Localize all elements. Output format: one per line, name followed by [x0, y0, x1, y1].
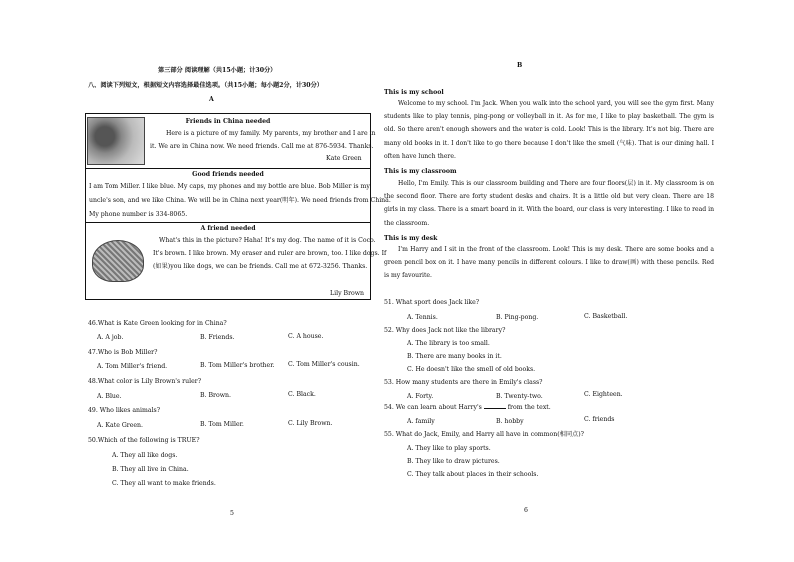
option: C. Eighteen.	[584, 391, 623, 398]
option: A. They all like dogs.	[112, 452, 178, 459]
right-page	[384, 0, 714, 562]
option: A. A job.	[97, 334, 124, 341]
option: C. He doesn't like the smell of old books.	[407, 366, 536, 373]
question-53: 53. How many students are there in Emily's class?	[384, 379, 543, 386]
option: A. Forty.	[407, 393, 434, 400]
box1-line: it. We are in China now. We need friends. Call me at 876-5934. Thanks.	[150, 143, 374, 150]
question-55: 55. What do Jack, Emily, and Harry all have in common(相同点)?	[384, 431, 584, 438]
passage-b-letter: B	[517, 62, 523, 69]
box2-line: uncle's son, and we like China. We will be in China next year(明年). We need friends from China.	[89, 197, 391, 204]
passage-a-letter: A	[209, 96, 214, 103]
box3-line: What's this in the picture? Haha! It's my dog. The name of it is Coco.	[159, 237, 376, 244]
option: A. Blue.	[97, 393, 122, 400]
option: C. They talk about places in their schools.	[407, 471, 539, 478]
option: B. Tom Miller's brother.	[200, 362, 275, 369]
option: B. They all live in China.	[112, 466, 189, 473]
heading-classroom: This is my classroom	[384, 168, 457, 175]
box1-sign: Kate Green	[326, 155, 362, 162]
box3-line: (如果)you like dogs, we can be friends. Call me at 672-3256. Thanks.	[153, 263, 368, 270]
heading-school: This is my school	[384, 89, 444, 96]
option: B. Friends.	[200, 334, 235, 341]
heading-desk: This is my desk	[384, 235, 438, 242]
question-46: 46.What is Kate Green looking for in China?	[88, 320, 227, 327]
question-54	[384, 404, 551, 412]
box2-line: I am Tom Miller. I like blue. My caps, my phones and my bottle are blue. Bob Miller is my	[89, 183, 370, 190]
option: C. Basketball.	[584, 313, 628, 320]
option: A. The library is too small.	[407, 340, 490, 347]
box2-title: Good friends needed	[192, 171, 264, 178]
box3-line: It's brown. I like brown. My eraser and ruler are brown, too. I like dogs. If	[153, 250, 387, 257]
option: A. Kate Green.	[97, 422, 144, 429]
option: B. They like to draw pictures.	[407, 458, 500, 465]
box3-title: A friend needed	[200, 225, 256, 232]
paragraph-classroom: Hello, I'm Emily. This is our classroom building and There are four floors(层) in it. My classroom is on the second floor. There are forty student desks and chairs. It is a little old but very clean. There are 18 girls in my class. There is a smart board in it. With the board, our class is very interesting. I like to read in the classroom.	[384, 180, 714, 227]
answer-blank	[484, 404, 506, 409]
page-number: 6	[524, 507, 528, 514]
option: B. There are many books in it.	[407, 353, 502, 360]
option: A. Tom Miller's friend.	[97, 363, 168, 370]
option: B. Brown.	[200, 392, 231, 399]
instruction: 八、阅读下列短文，根据短文内容选择最佳选项。（共15小题；每小题2分，计30分）	[88, 82, 323, 89]
option: A. Tennis.	[407, 314, 438, 321]
question-52: 52. Why does Jack not like the library?	[384, 327, 506, 334]
question-54-text: 54. We can learn about Harry's	[384, 404, 482, 411]
option: C. Tom Miller's cousin.	[288, 361, 360, 368]
question-54-text-end: from the text.	[507, 404, 551, 411]
option: A. They like to play sports.	[407, 445, 491, 452]
option: C. They all want to make friends.	[112, 480, 216, 487]
paragraph-desk: I'm Harry and I sit in the front of the classroom. Look! This is my desk. There are some books and a green pencil box on it. I have many pencils in different colours. I like to draw(画) with these pencils. Red is my favourite.	[384, 246, 714, 280]
section-title: 第三部分 阅读理解（共15小题；计30分）	[158, 67, 277, 74]
option: B. hobby	[496, 418, 524, 425]
page-number: 5	[230, 510, 234, 517]
divider	[85, 222, 371, 223]
option: A. family	[407, 418, 435, 425]
paragraph-school: Welcome to my school. I'm Jack. When you walk into the school yard, you will see the gym first. Many students like to play tennis, ping-pong or volleyball in it. As for me, I like to play basketball. The gym is old. So there aren't enough showers and the water is cold. Look! This is the library. It's not big. There are many old books in it. I don't like to go there because I don't like the smell (气味). That is our dining hall. I often have lunch there.	[384, 100, 714, 160]
option: C. Black.	[288, 391, 316, 398]
option: B. Twenty-two.	[496, 393, 543, 400]
option: B. Ping-pong.	[496, 314, 539, 321]
box1-line: Here is a picture of my family. My parents, my brother and I are in	[166, 130, 376, 137]
left-page	[80, 0, 391, 562]
dog-picture	[92, 240, 144, 282]
option: C. A house.	[288, 333, 324, 340]
question-49: 49. Who likes animals?	[88, 407, 161, 414]
question-47: 47.Who is Bob Miller?	[88, 349, 158, 356]
option: C. Lily Brown.	[288, 420, 333, 427]
box3-sign: Lily Brown	[330, 290, 365, 297]
question-51: 51. What sport does Jack like?	[384, 299, 480, 306]
divider	[85, 168, 371, 169]
option: C. friends	[584, 416, 615, 423]
box2-line: My phone number is 334-8065.	[89, 211, 188, 218]
question-50: 50.Which of the following is TRUE?	[88, 437, 200, 444]
question-48: 48.What color is Lily Brown's ruler?	[88, 378, 202, 385]
option: B. Tom Miller.	[200, 421, 244, 428]
box1-title: Friends in China needed	[185, 118, 271, 125]
